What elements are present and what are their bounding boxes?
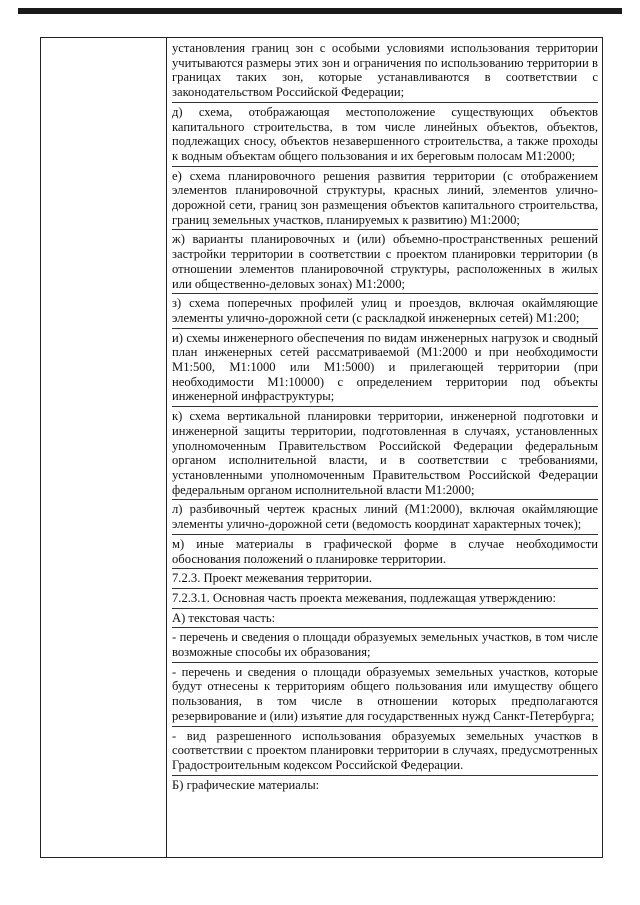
paragraph-zh-variants: ж) варианты планировочных и (или) объемно-пространственных решений застройки территории в соответствии с проектом планировки территории (в отношении элементов планировочной структуры, расположенных в жилых или общественно-деловых зонах) М1:2000; <box>172 232 598 291</box>
row-separator <box>172 662 598 663</box>
row-separator <box>172 726 598 727</box>
paragraph-l-red-lines: л) разбивочный чертеж красных линий (М1:2000), включая окаймляющие элементы улично-дорожной сети (ведомость координат характерных точек); <box>172 502 598 532</box>
row-separator <box>172 328 598 329</box>
subsection-b-graphic-materials: Б) графические материалы: <box>172 777 320 792</box>
list-item-public-land-plots: - перечень и сведения о площади образуемых земельных участков, которые будут отнесены к территориям общего пользования или имуществу общего пользования, в том числе в отношении которых предполагаются резервирование и (или) изъятие для государственных нужд Санкт-Петербурга; <box>172 664 598 723</box>
list-item-permitted-use: - вид разрешенного использования образуемых земельных участков в соответствии с проектом планировки территории в случаях, предусмотренных Градостроительным кодексом Российской Федерации. <box>172 728 598 772</box>
row-separator <box>172 608 598 609</box>
row-separator <box>172 102 598 103</box>
row-separator <box>172 627 598 628</box>
document-table <box>40 37 603 858</box>
table-content-cell <box>172 41 598 792</box>
section-heading-7-2-3: 7.2.3. Проект межевания территории. <box>172 571 372 586</box>
subsection-a-text-part: А) текстовая часть: <box>172 610 276 625</box>
section-heading-7-2-3-1: 7.2.3.1. Основная часть проекта межевания, подлежащая утверждению: <box>172 590 556 605</box>
row-separator <box>172 499 598 500</box>
row-separator <box>172 229 598 230</box>
row-separator <box>172 293 598 294</box>
paragraph-d-existing-objects: д) схема, отображающая местоположение существующих объектов капитального строительства, в том числе линейных объектов, объектов, подлежащих сносу, объектов незавершенного строительства, а также проходы к водным объектам общего пользования и их береговым полосам М1:2000; <box>172 104 598 163</box>
row-separator <box>172 534 598 535</box>
paragraph-e-planning-scheme: е) схема планировочного решения развития территории (с отображением элементов планировочной структуры, красных линий, элементов улично-дорожной сети, границ зон размещения объектов капитального строительства, границ земельных участков, планируемых к развитию) М1:2000; <box>172 168 598 227</box>
paragraph-k-vertical-planning: к) схема вертикальной планировки территории, инженерной подготовки и инженерной защиты территории, подготовленная в случаях, установленных уполномоченным Правительством Российской Федерации федеральным органом исполнительной власти, и в соответствии с требованиями, установленными уполномоченным Правительством Российской Федерации федеральным органом исполнительной власти М1:2000; <box>172 409 598 497</box>
row-separator <box>172 568 598 569</box>
top-border-rule <box>18 8 622 14</box>
paragraph-i-engineering-schemes: и) схемы инженерного обеспечения по видам инженерных нагрузок и сводный план инженерных сетей рассматриваемой (М1:2000 и при необходимости М1:500, М1:1000 или М1:5000) и прилегающей территории (при необходимости М1:10000) с определением территории под объекты инженерной инфраструктуры; <box>172 330 598 404</box>
row-separator <box>172 775 598 776</box>
row-separator <box>172 406 598 407</box>
paragraph-m-other-materials: м) иные материалы в графической форме в случае необходимости обоснования положений о планировке территории. <box>172 536 598 566</box>
row-separator <box>172 588 598 589</box>
paragraph-z-street-profiles: з) схема поперечных профилей улиц и проездов, включая окаймляющие элементы улично-дорожной сети (с раскладкой инженерных сетей) М1:200; <box>172 296 598 325</box>
list-item-land-plots: - перечень и сведения о площади образуемых земельных участков, в том числе возможные способы их образования; <box>172 630 598 660</box>
column-divider <box>166 38 167 857</box>
paragraph-zone-boundaries: установления границ зон с особыми условиями использования территории учитываются размеры этих зон и ограничения по использованию территории в границах таких зон, которые устанавливаются в соответствии с законодательством Российской Федерации; <box>172 41 598 100</box>
row-separator <box>172 166 598 167</box>
